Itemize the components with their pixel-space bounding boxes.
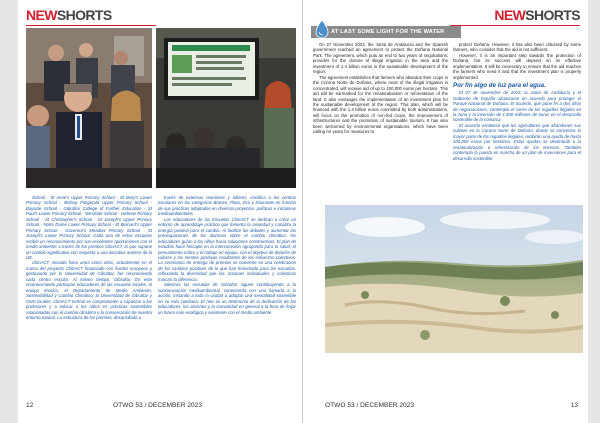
masthead-shorts: SHORTS (56, 7, 112, 23)
masthead-logo (494, 8, 580, 22)
right-page (303, 0, 588, 423)
left-page (18, 0, 303, 423)
group-photo (26, 28, 152, 188)
article-column-spanish: El 27 de noviembre de 2023, la Junta de Andalucía y el Gobierno de España alcanzaron un acuerdo para proteger el Parque Nacional de Doñana. El acuerdo, que pone fin a dos años de negociaciones, contempla el cierre de los regadíos ilegales en la zona y la inversión de 1.400 millones de euros en el desarrollo sostenible de la comarca. El acuerdo establece que los agricultores que abandonen sus cultivos en la Corona Norte de Doñana, donde se concentra la mayor parte de los regadíos ilegales, recibirán una ayuda de hasta 100.000 euros por hectárea. Estas ayudas se destinarán a la renaturalización o reforestación de los terrenos. También contempla la puesta en marcha de un plan de inversiones para el desarrollo sostenible (453, 90, 581, 161)
article-column-right (453, 42, 581, 212)
masthead-logo (26, 8, 112, 22)
masthead-news: NEW (494, 7, 526, 23)
water-drop-icon (315, 20, 329, 38)
article-column-english-1: On 27 November 2023, the Junta de Andalucía and the Spanish government reached an agreement to protect the Doñana National Park. The agreement, which puts an end to two years of negotiations, provides for the closure of illegal irrigation in the area and the investment of 1.4 billion euros in the sustainable development of the region. The agreement establishes that farmers who abandon their crops in the Corona Norte de Doñana, where most of the illegal irrigation is concentrated, will receive aid of up to 100,000 euros per hectare. This aid will be earmarked for the renaturalisation or reforestation of the land. It also envisages the implementation of an investment plan for the sustainable development of the region. This plan, which will be financed with the 1.4 billion euros committed by both administrations, will focus on the promotion of non-fed crops, the improvement of infrastructures and the promotion of sustainable tourism. It has also been welcomed by environmental organisations, which have been calling for years for measures to (313, 42, 448, 135)
masthead-news: NEW (26, 7, 57, 23)
article-column-2: través de extensas reuniones y talleres, clasifica a los centros escolares en las categorías Bronce, Plata, Oro y Diamante en función de sus prácticas adoptadas en diversos proyectos, políticas e iniciativas medioambientales. Los educadores de las Escuelas ClimACT se dedican a crear un entorno de aprendizaje práctico que fomenta la ansiedad y canaliza la energía positiva para el cambio. Al facilitar los debates y aumentar las preocupaciones de los alumnos sobre el cambio climático, los educadores guían a los niños hacia soluciones constructivas. El plan de estudios hace hincapié en la interconexión agrupando para la salud, el pensamiento crítico y el trabajo en equipo, con el objetivo de dotarles de valores y las mentes positivas resultantes de los esfuerzos colectivos. La ceremonia de entrega de premios se convierte en una celebración de los cambios positivos de lo que han fomentado para las escuelas, reflexando la diversidad que las acciones individuales y colectivas marcan la diferencia. Mientras las escuelas de Gibraltar siguen contribuyendo a la concienciación medioambiental, conectando con una llamada a la acción, instando a toda la ciudad a adoptar una mentalidad sostenible en su vida cotidiana. El reto es un testimonio de la dedicación de los educadores, los alumnos y la comunidad en general a la hora de forjar un futuro más ecológico y resistente con el medio ambiente (158, 195, 296, 315)
page-number-right: 13 (570, 402, 578, 409)
banner-title: AT LAST SOME LIGHT FOR THE WATER (331, 29, 445, 35)
article-column-english-2: protect Doñana. However, it has also been criticised by some farmers, who consider that the aid is not sufficient. However, it is an important step towards the protection of Doñana, but its success will depend on its effective implementation. It will be necessary to ensure that the aid reaches the farmers who need it and that the investment plan is properly implemented. (453, 42, 581, 80)
masthead-shorts: SHORTS (525, 7, 580, 23)
page-number-left: 12 (26, 402, 34, 409)
masthead-rule (450, 25, 580, 26)
issue-footer-right: OTWO 53 / DECEMBER 2023 (325, 402, 415, 409)
presentation-photo (156, 28, 296, 188)
spanish-sub-heading: Por fin algo de luz para el agua. (453, 82, 546, 90)
masthead-rule (26, 25, 156, 26)
issue-footer-left: OTWO 53 / DECEMBER 2023 (113, 402, 203, 409)
article-banner (311, 26, 461, 38)
article-column-1: School - St Anne's Upper Primary School - St Mary's Lower Primary School - Bishop Fitzgerald Upper Primary School - Bayside School - Gibraltar College of Further Education - St Paul's Lower Primary School - Westside School - Hebrew Primary School - St Christopher's School - St Joseph's Upper Primary School - Notre Dame Lower Primary School - St Bernard's Upper Primary School - Governor's Meadow Primary School - St Joseph's Lower Primary School. Cada una de estas escuelas recibió un reconocimiento por sus excelentes aportaciones con el medio ambiente a través de los premios ClimACT, lo que supone un cambio significativo con respecto a una iniciativa anterior de la UE. ClimACT, iniciado hace unos cinco años, actualmente en el marco del proyecto ClimACT financiado con fondos europeos y gestionado por la Universidad de Gibraltar, fue reconociendo cada centro escolar. Al mismo tiempo, Gibraltar. En este reconocimiento participan educadores de las escuelas locales, el equipo técnico, el Departamento de Medio Ambiente, Sostenibilidad y Cambio Climático, la Universidad de Gibraltar y ONG locales. ClimACT School se comprometen a capacitar a los profesores y a educar a los niños en prácticas sostenibles relacionadas con el cambio climático y la conservación de nuestro entorno natural. La estructura de los premios, desarrollada a (26, 195, 152, 320)
wetland-landscape-photo (325, 205, 583, 353)
